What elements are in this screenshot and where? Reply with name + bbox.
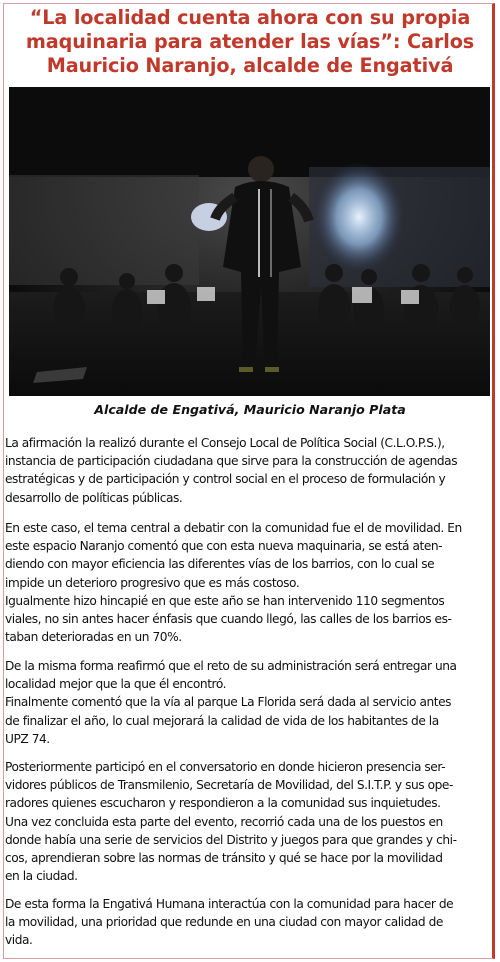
paragraph-5 (5, 895, 491, 950)
paragraph-3 (5, 657, 491, 748)
event-photo (9, 87, 490, 396)
text-line: Una vez concluida esta parte del evento, recorrió cada una de los puestos en (5, 814, 443, 829)
text-line: En este caso, el tema central a debatir con la comunidad fue el de movilidad. En (5, 521, 462, 535)
text-line: instancia de participación ciudadana que sirve para la construcción de agendas (5, 454, 458, 469)
text-line: viales, no sin antes hacer énfasis que cuando llegó, las calles de los barrios es- (5, 612, 452, 627)
text-line: vida. (5, 933, 33, 948)
text-line: De la misma forma reafirmó que el reto de su administración será entregar una (5, 659, 457, 673)
text-line: radores quienes escucharon y respondieron a la comunidad sus inquietudes. (5, 796, 441, 811)
text-line: localidad mejor que la que él encontró. (5, 677, 227, 692)
text-line: estratégicas y de participación y control social en el proceso de formulación y (5, 472, 446, 487)
paragraph-1 (5, 434, 491, 507)
text-line: este espacio Naranjo comentó que con esta nueva maquinaria, se está aten- (5, 539, 443, 554)
text-line: en la ciudad. (5, 869, 78, 884)
text-line: Finalmente comentó que la vía al parque La Florida será dada al servicio antes (5, 695, 452, 710)
text-line: vidores públicos de Transmilenio, Secretaría de Movilidad, del S.I.T.P. y sus ope- (5, 778, 453, 793)
text-line: impide un deterioro progresivo que es más costoso. (5, 575, 300, 590)
text-line: diendo con mayor eficiencia las diferentes vías de los barrios, con lo cual se (5, 557, 435, 572)
text-line: la movilidad, una prioridad que redunde en una ciudad con mayor calidad de (5, 915, 443, 930)
article-headline (10, 6, 490, 78)
text-line: Posteriormente participó en el conversatorio en donde hicieron presencia ser- (5, 760, 446, 774)
text-line: De esta forma la Engativá Humana interactúa con la comunidad para hacer de (5, 897, 454, 911)
text-line: UPZ 74. (5, 731, 50, 746)
headline-line: “La localidad cuenta ahora con su propia (29, 6, 471, 29)
text-line: de finalizar el año, lo cual mejorará la calidad de vida de los habitantes de la (5, 713, 439, 728)
paragraph-2 (5, 519, 491, 646)
photo-caption: Alcalde de Engativá, Mauricio Naranjo Plata (94, 402, 406, 417)
photo-illustration (9, 87, 490, 396)
text-line: La afirmación la realizó durante el Consejo Local de Política Social (C.L.O.P.S.), (5, 436, 445, 450)
headline-line: maquinaria para atender las vías”: Carlos (25, 30, 475, 53)
text-line: taban deterioradas en un 70%. (5, 630, 182, 645)
text-line: Igualmente hizo hincapié en que este año se han intervenido 110 segmentos (5, 593, 445, 608)
headline-line: Mauricio Naranjo, alcalde de Engativá (46, 54, 454, 77)
text-line: desarrollo de políticas públicas. (5, 490, 183, 505)
text-line: donde había una serie de servicios del Distrito y juegos para que grandes y chi- (5, 832, 457, 847)
paragraph-4 (5, 758, 491, 885)
text-line: cos, aprendieran sobre las normas de tránsito y qué se hace por la movilidad (5, 851, 443, 866)
